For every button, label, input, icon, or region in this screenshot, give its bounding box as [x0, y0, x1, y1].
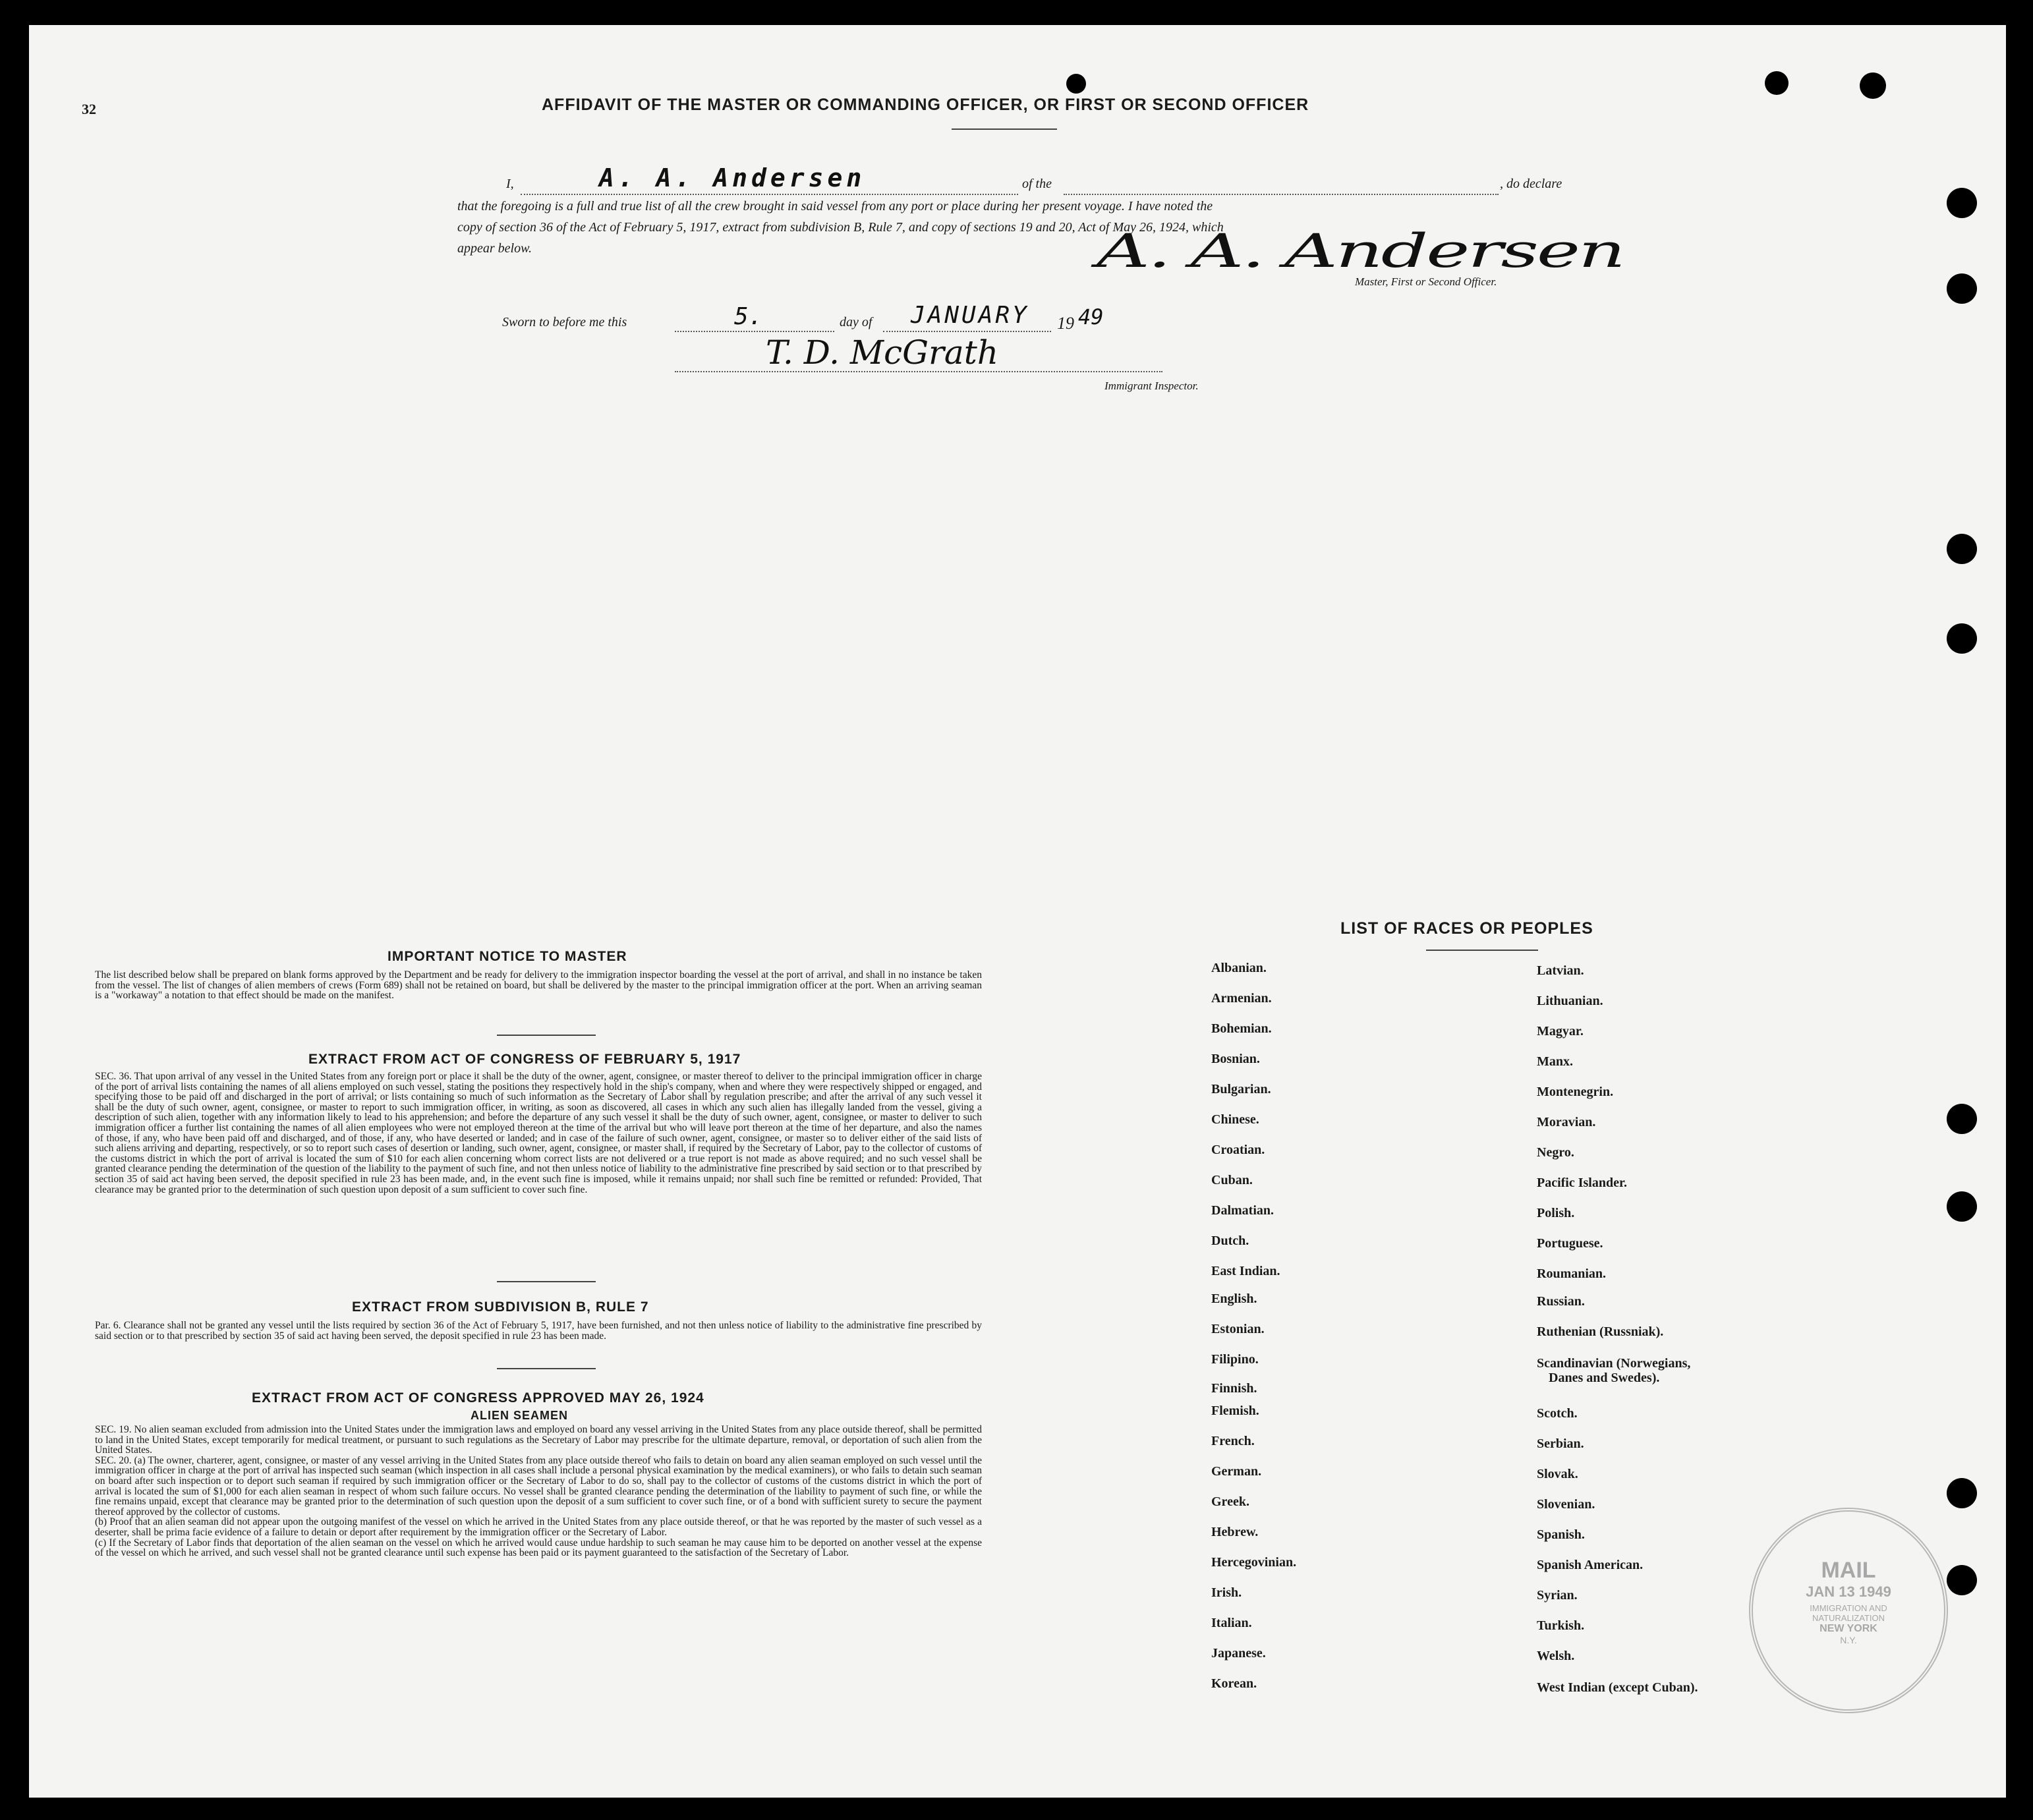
race-item: Scandinavian (Norwegians, [1537, 1356, 1691, 1371]
vessel-name-field [1064, 171, 1499, 195]
divider [497, 1281, 596, 1282]
race-item: Moravian. [1537, 1115, 1596, 1129]
corner-mark: 32 [82, 101, 96, 117]
race-item: Dutch. [1211, 1234, 1249, 1248]
stamp-line: N.Y. [1840, 1635, 1857, 1645]
inspector-caption: Immigrant Inspector. [1104, 380, 1199, 392]
race-item: Bohemian. [1211, 1021, 1272, 1036]
race-item: Negro. [1537, 1145, 1574, 1160]
rule-7-title: EXTRACT FROM SUBDIVISION B, RULE 7 [352, 1299, 649, 1315]
document-sheet [29, 25, 2006, 1798]
affidavit-line-4: appear below. [457, 241, 532, 256]
inspector-signature: T. D. McGrath [766, 333, 999, 372]
punch-hole [1947, 1565, 1977, 1595]
race-item: Dalmatian. [1211, 1203, 1274, 1218]
race-item: Chinese. [1211, 1112, 1259, 1127]
divider [497, 1035, 596, 1036]
section-20c-text: (c) If the Secretary of Labor finds that deportation of the alien seaman on the vessel on which he arrived would cause undue hardship to such seaman he may cause him to be deported on another vessel at the expense of the vessel on which he arrived, and such vessel shall not be granted clearance until such expense has been paid or its payment guaranteed to the satisfaction of the Secretary of Labor. [95, 1537, 982, 1559]
race-item: Latvian. [1537, 963, 1584, 978]
mail-received-stamp [1749, 1508, 1948, 1713]
section-20b-text: (b) Proof that an alien seaman did not appear upon the outgoing manifest of the vessel on which he arrived in the United States from any place outside thereof, or that he was reported by the master of such vessel as a deserter, shall be prima facie evidence of a failure to detain or deport after requirement by the immigration officer or the Secretary of Labor. [95, 1516, 982, 1538]
extract-1917-text: SEC. 36. That upon arrival of any vessel in the United States from any foreign port or place it shall be the duty of the owner, agent, consignee, or master thereof to deliver to the principal immigration officer in charge of the port of arrival lists containing the names of all aliens employed on such vessel, stating the positions they respectively hold in the ship's company, when and where they were respectively shipped or engaged, and specifying those to be paid off and discharged in the port of arrival; or lists containing so much of such information as the Secretary of Labor shall by regulation prescribe; and after the arrival of any such vessel it shall be the duty of such owner, agent, consignee, or master to report to such immigration officer, in writing, as soon as discovered, all cases in which any such alien has illegally landed from the vessel, giving a description of such alien, together with any information likely to lead to his apprehension; and before the departure of any such vessel it shall be the duty of such owner, agent, consignee, or master to deliver to such immigration officer a further list containing the names of all alien employees who were not employed thereon at the time of the arrival but who will leave port thereon at the time of her departure, and also the names of those, if any, who have been paid off and discharged, and of those, if any, who have deserted or landed; and in case of the failure of such owner, agent, consignee, or master so to deliver either of the said lists of such aliens arriving and departing, respectively, or so to report such cases of desertion or landing, such owner, agent, consignee, or master shall, if required by the Secretary of Labor, pay to the collector of customs of the customs district in which the port of arrival is located the sum of $10 for each alien concerning whom correct lists are not delivered or a true report is not made as above required; and no such vessel shall be granted clearance pending the determination of the question of the liability to the payment of such fine, and not then unless notice of liability to the administrative fine prescribed by said section or to that prescribed by section 35 of said act having been served, the deposit specified in rule 23 has been made, and, in the event such fine is imposed, while it remains unpaid; nor shall such fine be remitted or refunded: Provided, That clearance may be granted prior to the determination of such question upon deposit of a sum sufficient to cover such fine. [95, 1071, 982, 1195]
race-item: Japanese. [1211, 1646, 1266, 1661]
section-20a-text: SEC. 20. (a) The owner, charterer, agent, consignee, or master of any vessel arriving in the United States from any place outside thereof who fails to detain on board any alien seaman employed on such vessel until the immigration officer in charge at the port of arrival has inspected such seaman (which inspection in all cases shall include a personal physical examination by the medical examiners), or who fails to detain such seaman on board after such inspection or to deport such seaman if required by such immigration officer or the Secretary of Labor to do so, shall pay to the collector of customs of the customs district in which the port of arrival is located the sum of $1,000 for each alien seaman in respect of whom such failure occurs. No vessel shall be granted clearance pending the determination of the liability to payment of such fine, or while the fine remains unpaid, except that clearance may be granted prior to the determination of such question upon the deposit of a sum sufficient to cover such fine, or of a bond with sufficient surety to secure the payment thereof approved by the collector of customs. [95, 1454, 982, 1518]
stamp-mail: MAIL [1821, 1558, 1876, 1583]
race-item: Albanian. [1211, 961, 1267, 975]
race-item: Turkish. [1537, 1618, 1585, 1633]
race-item: Serbian. [1537, 1436, 1584, 1451]
sworn-day: 5. [734, 303, 763, 330]
punch-hole [1947, 1104, 1977, 1134]
extract-1924-subtitle: ALIEN SEAMEN [471, 1409, 569, 1422]
race-item: Roumanian. [1537, 1266, 1607, 1281]
stamp-date: JAN 13 1949 [1806, 1583, 1891, 1600]
race-item: Pacific Islander. [1537, 1176, 1628, 1190]
divider [1426, 950, 1538, 951]
punch-hole [1947, 273, 1977, 304]
race-item: English. [1211, 1292, 1257, 1306]
race-item: French. [1211, 1434, 1255, 1448]
race-item: Polish. [1537, 1206, 1575, 1220]
race-item: Montenegrin. [1537, 1085, 1614, 1099]
affidavit-line-3: copy of section 36 of the Act of February 5, 1917, extract from subdivision B, Rule 7, and copy of sections 19 and 20, Act of May 26, 1924, which [457, 220, 1224, 235]
notice-title: IMPORTANT NOTICE TO MASTER [387, 949, 627, 964]
race-item: Magyar. [1537, 1024, 1584, 1038]
race-item: Cuban. [1211, 1173, 1253, 1187]
race-item: Filipino. [1211, 1352, 1259, 1367]
of-the-label: of the [1022, 177, 1052, 191]
race-item: Spanish. [1537, 1527, 1585, 1542]
races-title: LIST OF RACES OR PEOPLES [1340, 919, 1593, 938]
extract-1924-body [95, 1425, 982, 1558]
race-item: Greek. [1211, 1494, 1249, 1509]
race-item: Korean. [1211, 1676, 1257, 1691]
sworn-label: Sworn to before me this [502, 315, 627, 329]
sworn-month: JANUARY [911, 302, 1029, 329]
race-item: Scotch. [1537, 1406, 1578, 1421]
race-item: Irish. [1211, 1585, 1242, 1600]
stamp-line: IMMIGRATION AND [1810, 1603, 1887, 1613]
stamp-line: NATURALIZATION [1812, 1613, 1885, 1623]
race-item: Estonian. [1211, 1322, 1265, 1336]
race-item: Croatian. [1211, 1143, 1265, 1157]
do-declare-label: , do declare [1500, 177, 1562, 191]
race-item: Spanish American. [1537, 1558, 1644, 1572]
year-suffix: 49 [1078, 304, 1104, 329]
section-19-text: SEC. 19. No alien seaman excluded from admission into the United States under the immigration laws and employed on board any vessel arriving in the United States from any place outside thereof, shall be permitted to land in the United States, except temporarily for medical treatment, or pursuant to such regulations as the Secretary of Labor may prescribe for the ultimate departure, removal, or deportation of such alien from the United States. [95, 1424, 982, 1456]
race-item: Manx. [1537, 1054, 1573, 1069]
race-item: Welsh. [1537, 1649, 1575, 1663]
stamp-line: NEW YORK [1819, 1623, 1877, 1634]
punch-hole [1947, 534, 1977, 564]
affidavit-line-2: that the foregoing is a full and true list of all the crew brought in said vessel from any port or place during her present voyage. I have noted the [457, 199, 1213, 213]
extract-1917-title: EXTRACT FROM ACT OF CONGRESS OF FEBRUARY 5, 1917 [308, 1052, 741, 1067]
punch-hole [1947, 1478, 1977, 1508]
notice-text: The list described below shall be prepared on blank forms approved by the Department and be ready for delivery to the immigration inspector boarding the vessel at the port of arrival, and shall in no instance be taken from the vessel. The list of changes of alien members of crews (Form 689) shall not be retained on board, but shall be delivered by the master to the principal immigration officer at the port. When an arriving seaman is a "workaway" a notation to that effect should be made on the manifest. [95, 969, 982, 1002]
race-item: Ruthenian (Russniak). [1537, 1324, 1664, 1339]
year-prefix: 19 [1057, 314, 1074, 333]
race-item: Slovak. [1537, 1467, 1578, 1481]
extract-1924-title: EXTRACT FROM ACT OF CONGRESS APPROVED MAY 26, 1924 [252, 1390, 704, 1406]
master-signature: A. A. Andersen [1097, 224, 1624, 278]
punch-hole [1947, 188, 1977, 218]
affidavit-declaration-line [477, 163, 1581, 198]
race-item: West Indian (except Cuban). [1537, 1680, 1698, 1695]
punch-hole [1860, 72, 1886, 99]
i-label: I, [506, 177, 514, 191]
race-item: Finnish. [1211, 1381, 1257, 1396]
race-item: Russian. [1537, 1294, 1585, 1309]
race-item: Lithuanian. [1537, 994, 1603, 1008]
divider [952, 128, 1057, 130]
race-item: Italian. [1211, 1616, 1252, 1630]
master-caption: Master, First or Second Officer. [1355, 275, 1497, 288]
race-item: East Indian. [1211, 1264, 1280, 1278]
race-item: Slovenian. [1537, 1497, 1595, 1512]
rule-7-text: Par. 6. Clearance shall not be granted any vessel until the lists required by section 36 of the Act of February 5, 1917, have been furnished, and not then unless notice of liability to the administrative fine prescribed by said section or to that prescribed by section 35 of said act having been served, the deposit specified in rule 23 has been made. [95, 1320, 982, 1342]
race-item: Portuguese. [1537, 1236, 1603, 1251]
race-item: Flemish. [1211, 1404, 1259, 1418]
affidavit-title: AFFIDAVIT OF THE MASTER OR COMMANDING OFFICER, OR FIRST OR SECOND OFFICER [542, 96, 1309, 114]
race-item: Bosnian. [1211, 1052, 1260, 1066]
punch-hole [1066, 74, 1086, 94]
punch-hole [1947, 623, 1977, 654]
officer-name: A. A. Andersen [599, 163, 866, 192]
race-item: Danes and Swedes). [1549, 1371, 1660, 1385]
race-item: German. [1211, 1464, 1262, 1479]
punch-hole [1765, 71, 1789, 95]
race-item: Syrian. [1537, 1588, 1578, 1603]
race-item: Armenian. [1211, 991, 1272, 1006]
day-of-label: day of [840, 315, 873, 329]
race-item: Hercegovinian. [1211, 1555, 1297, 1570]
race-item: Hebrew. [1211, 1525, 1259, 1539]
punch-hole [1947, 1191, 1977, 1222]
divider [497, 1368, 596, 1369]
race-item: Bulgarian. [1211, 1082, 1271, 1096]
